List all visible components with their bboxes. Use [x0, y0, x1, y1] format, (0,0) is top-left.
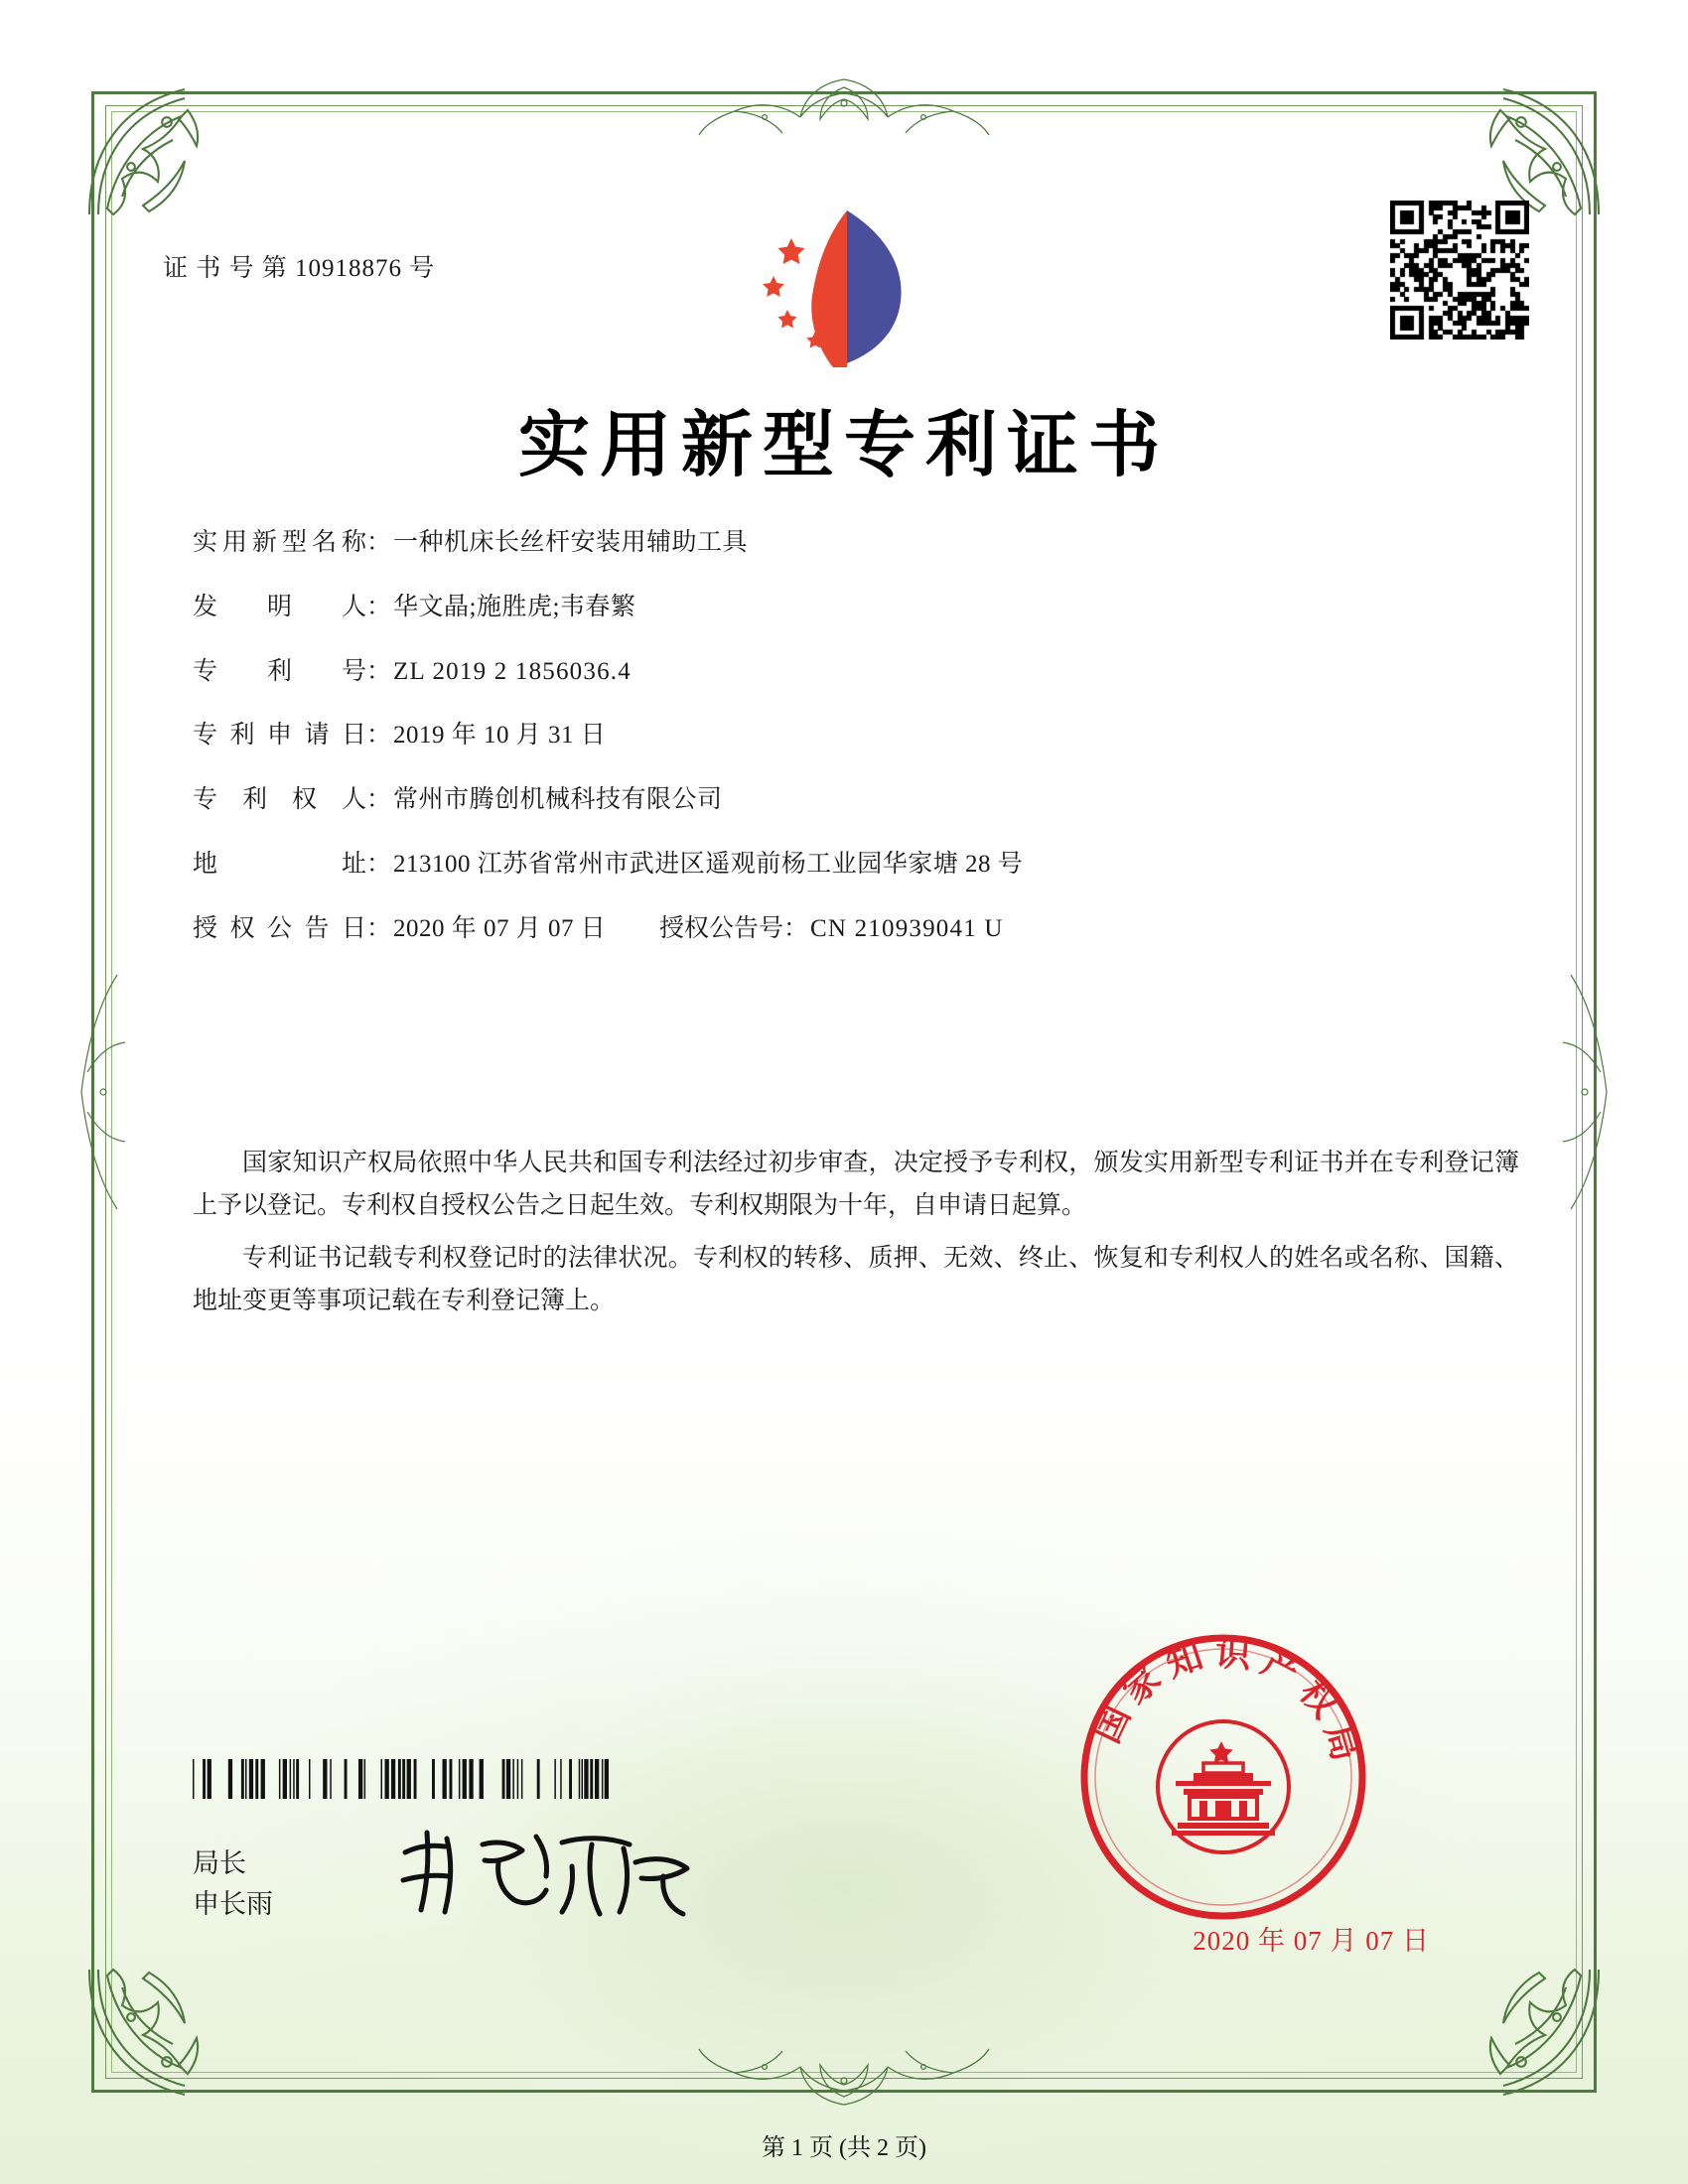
field-label: 专利申请日 [193, 722, 366, 750]
field-value: 常州市腾创机械科技有限公司 [393, 786, 723, 813]
page-footer: 第 1 页 (共 2 页) [762, 2135, 926, 2161]
grant-number-value: CN 210939041 U [810, 914, 1004, 942]
field-label: 专利权人 [193, 786, 366, 813]
page-title: 实用新型专利证书 [517, 406, 1170, 485]
field-address [193, 848, 1519, 882]
field-colon: ： [366, 529, 392, 556]
field-colon: ： [366, 593, 392, 620]
body-paragraph-2: 专利证书记载专利权登记时的法律状况。专利权的转移、质押、无效、终止、恢复和专利权人的姓名或名称、国籍、地址变更等事项记载在专利登记簿上。 [193, 1245, 1519, 1314]
field-inventors [193, 591, 1519, 624]
grant-number-colon: ： [783, 914, 809, 942]
handwritten-signature-icon [387, 1819, 715, 1928]
field-patent-number [193, 655, 1519, 689]
field-grant-announcement [193, 912, 1519, 946]
field-patentee [193, 783, 1519, 817]
field-label: 发明人 [193, 593, 366, 620]
grant-date-label: 授权公告日 [193, 914, 366, 942]
body-text [193, 1142, 1519, 1332]
edge-ornament-icon [616, 73, 1072, 139]
edge-ornament-icon [73, 884, 139, 1300]
seal-date: 2020 年 07 月 07 日 [1193, 1926, 1430, 1956]
edge-ornament-icon [1549, 884, 1615, 1300]
field-colon: ： [366, 850, 392, 878]
field-utility-model-name [193, 526, 1519, 560]
qr-code-icon [1390, 201, 1529, 340]
cnipa-emblem-icon [730, 199, 958, 387]
field-label: 专利号 [193, 657, 366, 685]
field-label: 实用新型名称 [193, 529, 366, 556]
certificate-number: 证 书 号 第 10918876 号 [163, 255, 436, 282]
field-list [193, 526, 1519, 976]
edge-ornament-icon [616, 2045, 1072, 2111]
field-colon: ： [366, 657, 392, 685]
grant-date-colon: ： [366, 914, 392, 942]
commissioner-title: 局长 [193, 1848, 246, 1878]
field-value: 一种机床长丝杆安装用辅助工具 [393, 529, 749, 556]
certificate-content [149, 149, 1539, 2035]
field-value: ZL 2019 2 1856036.4 [393, 657, 632, 685]
field-value: 华文晶;施胜虎;韦春繁 [393, 593, 636, 620]
grant-date-value: 2020 年 07 月 07 日 [393, 914, 607, 942]
field-colon: ： [366, 786, 392, 813]
official-red-seal-icon [1074, 1628, 1372, 1926]
field-value: 213100 江苏省常州市武进区遥观前杨工业园华家塘 28 号 [393, 850, 1024, 878]
svg-text:国 家 知 识 产 权 局: 国 家 知 识 产 权 局 [1086, 1633, 1366, 1766]
barcode-icon [193, 1759, 610, 1799]
grant-number-label: 授权公告号 [659, 914, 784, 942]
field-label: 地址 [193, 850, 366, 878]
field-value: 2019 年 10 月 31 日 [393, 722, 607, 750]
field-colon: ： [366, 722, 392, 750]
body-paragraph-1: 国家知识产权局依照中华人民共和国专利法经过初步审查，决定授予专利权，颁发实用新型专利证书并在专利登记簿上予以登记。专利权自授权公告之日起生效。专利权期限为十年，自申请日起算。 [193, 1150, 1519, 1219]
signature-block [193, 1843, 273, 1924]
field-application-date [193, 719, 1519, 752]
commissioner-name: 申长雨 [193, 1888, 273, 1919]
